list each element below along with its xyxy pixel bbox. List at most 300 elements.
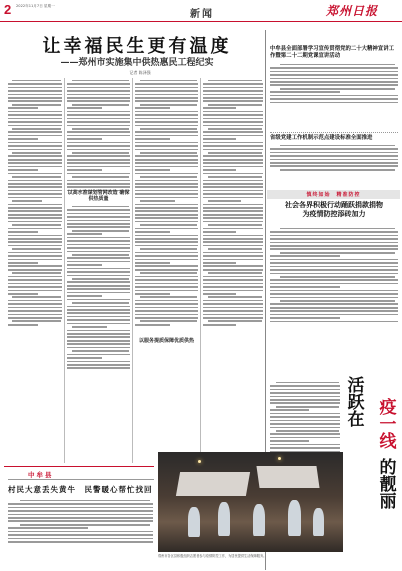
text-line [135,255,198,257]
text-line [203,283,263,285]
text-line [8,121,62,123]
text-line [67,173,130,175]
text-line [270,321,398,323]
text-line [203,97,263,99]
text-line [135,131,198,133]
text-line [67,142,130,144]
text-line [203,303,263,305]
text-line [270,165,398,167]
text-line [135,293,170,295]
text-line [12,320,61,322]
text-line [67,216,130,218]
text-line [135,279,198,281]
text-line [8,111,62,113]
text-line [12,104,61,106]
text-line [203,131,263,133]
issue-date: 2022年11月7日 星期一 [16,4,55,8]
text-line [203,314,263,316]
text-line [203,279,263,281]
text-line [72,302,129,304]
text-line [12,128,61,130]
text-line [203,100,263,102]
text-line [8,190,62,192]
text-line [270,310,398,312]
text-line [270,238,398,240]
text-line [270,152,398,154]
text-line [270,259,398,261]
text-line [270,290,398,292]
text-line [270,273,398,275]
text-line [20,500,151,502]
text-line [135,252,198,254]
text-line [203,114,263,116]
text-line [135,235,198,237]
text-line [135,169,170,171]
text-line [203,235,263,237]
text-line [8,241,62,243]
text-line [270,409,309,411]
text-line [280,88,395,90]
text-line [135,231,170,233]
text-line [8,259,62,261]
text-line [8,149,62,151]
right-headline-2: 省级党建工作机制示范点建设标准全面推进 [270,135,373,141]
text-line [203,193,263,195]
text-line [135,265,198,267]
text-line [208,248,262,250]
text-line [135,118,198,120]
text-line [135,214,198,216]
text-line [203,293,236,295]
text-line [203,255,263,257]
text-line [203,317,263,319]
text-line [270,286,340,288]
text-line [8,238,62,240]
text-line [72,278,129,280]
text-line [140,128,197,130]
text-line [8,138,38,140]
text-line [135,97,198,99]
text-line [208,176,262,178]
text-line [135,317,198,319]
vertical-title-part-a: 活跃在 [347,376,365,430]
text-line [8,300,62,302]
text-line [8,107,38,109]
text-line [67,90,130,92]
text-line [8,262,38,264]
bottom-divider [4,466,154,467]
text-line [203,214,263,216]
text-line [8,235,62,237]
text-line [8,173,62,175]
text-line [280,252,395,254]
text-line [67,340,130,342]
text-line [203,135,263,137]
text-line [140,152,197,154]
text-line [270,248,398,250]
bottom-story-tag: 中牟县 [28,471,54,479]
text-line [270,293,398,295]
text-line [203,118,263,120]
text-line [203,228,263,230]
text-line [135,142,198,144]
text-line [270,269,398,271]
text-line [208,200,241,202]
text-line [72,152,129,154]
text-line [135,145,198,147]
text-line [67,183,130,185]
text-line [8,118,62,120]
text-line [8,90,62,92]
text-line [12,248,61,250]
text-line [67,364,130,366]
text-line [135,180,198,182]
right-article-2 [270,143,398,188]
article-subhead-2: 以服务提质保障优质供热 [138,338,194,344]
text-line [67,330,130,332]
text-line [67,275,130,277]
text-line [67,180,130,182]
text-line [8,517,153,519]
text-line [270,255,340,257]
text-line [270,71,398,73]
text-line [67,107,102,109]
right-headline-1: 中牟县全面部署学习宣传贯彻党的二十大精神宣讲工作暨第二十二期党课宣讲活动 [270,46,394,59]
text-line [67,186,130,188]
text-line [8,231,38,233]
text-line [270,413,340,415]
text-line [280,276,395,278]
text-line [67,118,130,120]
text-line [67,87,130,89]
text-line [135,155,198,157]
text-line [67,233,102,235]
text-line [67,357,102,359]
text-line [270,440,309,442]
text-line [270,283,398,285]
text-line [8,221,62,223]
text-line [280,228,395,230]
text-line [67,166,130,168]
text-line [12,200,42,202]
text-line [203,217,263,219]
text-line [67,100,130,102]
text-line [67,121,130,123]
text-line [203,90,263,92]
text-line [67,83,130,85]
text-line [203,138,236,140]
text-line [67,333,130,335]
text-line [67,223,130,225]
text-line [8,214,62,216]
vertical-title-part-c: 的靓丽 [379,458,397,512]
text-line [20,524,151,526]
text-line [135,262,170,264]
text-line [8,142,62,144]
photo-figure [218,502,230,536]
text-line [8,217,62,219]
text-line [8,100,62,102]
header-rule [0,21,402,22]
text-line [270,433,340,435]
text-line [8,283,62,285]
text-line [135,111,198,113]
photo-figure [188,507,200,537]
text-line [203,180,263,182]
text-line [8,265,62,267]
text-line [203,231,236,233]
section-title: 新闻 [190,9,214,20]
text-line [72,80,129,82]
text-line [8,166,62,168]
text-line [135,183,198,185]
text-line [135,162,198,164]
text-line [203,186,263,188]
text-line [135,125,198,127]
article-subhead-1: 以高水准谋划管网改造 确保供热质量 [67,190,130,202]
text-line [8,276,62,278]
text-line [140,320,197,322]
text-line [67,237,130,239]
text-line [8,303,62,305]
text-line [203,245,263,247]
text-line [208,80,262,82]
text-line [8,125,62,127]
text-line [67,111,130,113]
text-line [203,221,263,223]
text-line [67,268,130,270]
text-line [276,382,339,384]
text-line [67,367,130,369]
text-line [8,534,153,536]
lead-subheadline: ——郑州市实施集中供热惠民工程纪实 [60,58,214,68]
text-line [8,520,153,522]
text-line [67,169,102,171]
text-line [67,114,130,116]
text-line [67,271,130,273]
text-line [208,128,262,130]
photo-caption: 郑州市各区县积极组织志愿者参与疫情防控工作，为居民提供生活保障服务。 [158,554,267,558]
text-line [135,207,198,209]
text-line [67,145,130,147]
text-line [203,324,236,326]
text-line [135,228,198,230]
text-line [67,226,130,228]
text-line [280,169,395,171]
text-line [8,162,62,164]
text-line [72,254,129,256]
vertical-title-part-b: 疫一线 [379,398,397,452]
text-line [270,78,398,80]
text-line [203,173,263,175]
photo-figure [253,504,265,536]
text-line [270,84,398,86]
text-line [203,307,263,309]
text-line [135,245,198,247]
text-line [8,290,62,292]
text-line [208,104,262,106]
text-line [12,176,61,178]
text-line [270,91,340,93]
vertical-feature-title-2 [378,400,398,451]
text-line [8,507,153,509]
text-line [12,272,61,274]
text-line [270,303,398,305]
text-line [8,317,62,319]
text-line [67,131,130,133]
text-line [72,206,129,208]
text-line [8,94,62,96]
text-line [135,324,170,326]
text-line [12,296,61,298]
text-line [270,102,398,104]
text-line [270,392,340,394]
text-line [67,97,130,99]
text-line [140,248,197,250]
text-line [135,221,198,223]
text-line [72,350,129,352]
text-line [270,447,340,449]
text-line [135,173,198,175]
text-line [67,309,130,311]
text-line [72,176,129,178]
text-line [270,242,398,244]
text-line [140,176,197,178]
text-line [135,307,198,309]
right-article-1 [270,62,398,130]
photo-figure [313,508,324,536]
text-line [203,204,263,206]
text-line [276,430,339,432]
text-line [8,314,62,316]
text-line [8,135,62,137]
text-line [203,142,263,144]
text-line [67,354,130,356]
text-line [8,310,62,312]
text-line [67,299,130,301]
vertical-feature-title-3 [378,460,398,511]
text-line [280,300,395,302]
text-line [67,94,130,96]
text-line [270,314,398,316]
text-line [67,213,130,215]
text-line [67,281,130,283]
text-line [135,83,198,85]
right-article-3 [270,226,398,376]
text-line [67,343,130,345]
news-photo [158,452,343,552]
text-line [203,259,263,261]
bottom-tag-rule [8,479,154,480]
text-line [67,361,130,363]
photo-lamp [198,460,201,463]
text-line [135,90,198,92]
text-line [270,148,398,150]
text-line [8,87,62,89]
text-line [203,111,263,113]
text-line [67,149,130,151]
column-rule [132,78,133,463]
text-line [135,204,198,206]
text-line [135,210,198,212]
text-line [8,183,62,185]
text-line [135,87,198,89]
text-line [67,209,130,211]
text-line [280,64,395,66]
text-line [270,162,398,164]
text-line [135,193,198,195]
text-line [270,307,398,309]
text-line [8,531,153,533]
text-line [203,190,263,192]
text-line [135,303,198,305]
text-line [270,437,340,439]
text-line [8,293,38,295]
page-number: 2 [4,2,12,17]
photo-tent [256,466,319,488]
bottom-article [8,498,153,568]
text-line [8,159,62,161]
text-line [270,245,398,247]
text-line [8,169,38,171]
text-line [135,300,198,302]
text-line [67,162,130,164]
text-line [67,288,130,290]
text-line [203,107,236,109]
article-column-4 [203,78,263,463]
text-line [203,310,263,312]
text-line [8,210,62,212]
text-line [203,159,263,161]
text-line [8,228,62,230]
text-line [203,238,263,240]
text-line [72,326,107,328]
text-line [135,138,170,140]
text-line [140,272,197,274]
text-line [67,135,130,137]
text-line [67,244,130,246]
text-line [8,541,153,543]
text-line [208,152,262,154]
photo-figure [288,500,301,536]
text-line [140,296,197,298]
article-column-2b [67,204,130,463]
text-line [270,385,340,387]
text-line [203,241,263,243]
text-line [67,247,130,249]
text-line [203,145,263,147]
text-line [270,81,398,83]
column-rule [200,78,201,463]
text-line [8,514,153,516]
text-line [270,67,398,69]
text-line [140,80,197,82]
text-line [8,207,62,209]
text-line [270,279,398,281]
text-line [203,94,263,96]
text-line [67,336,130,338]
text-line [67,347,130,349]
text-line [67,155,130,157]
text-line [135,283,198,285]
photo-tent [176,472,250,496]
text-line [208,224,262,226]
text-line [135,197,198,199]
text-line [8,510,153,512]
text-line [270,399,340,401]
text-line [203,197,263,199]
text-line [135,269,198,271]
